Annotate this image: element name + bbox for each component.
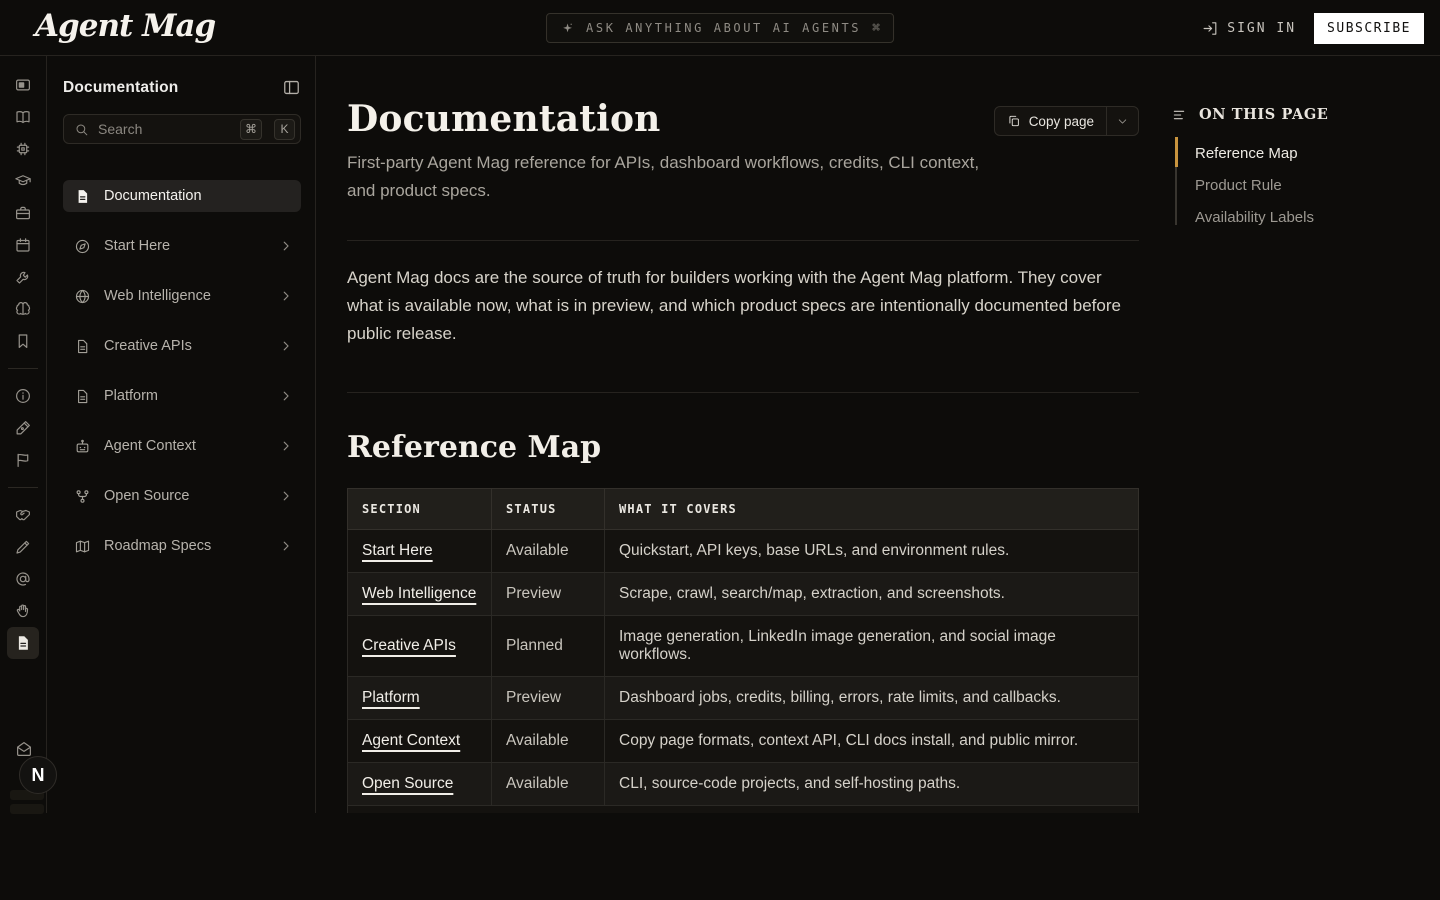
chevron-right-icon [279,289,293,303]
rail-button-wrench[interactable] [7,261,39,293]
ghost-panel [10,804,44,814]
chip-icon [14,140,32,158]
sidebar-item-web-intelligence[interactable] [63,280,301,312]
on-this-page-panel [1172,106,1422,233]
toc-active-indicator [1175,137,1178,167]
at-sign-icon [14,570,32,588]
copy-icon [1007,114,1021,128]
pen-nib-icon [14,419,32,437]
rail-button-info[interactable] [7,380,39,412]
rail-button-calendar[interactable] [7,229,39,261]
sidebar-item-label: Open Source [104,488,190,504]
rail-divider [8,487,38,488]
toc-item-availability-labels[interactable]: Availability Labels [1195,208,1314,226]
rail-button-bookmark[interactable] [7,325,39,357]
reference-map-table [347,488,1139,813]
table-column-header: STATUS [492,489,605,530]
rail-button-at-sign[interactable] [7,563,39,595]
cmd-shortcut-glyph: ⌘ [872,20,880,36]
compass-icon [74,238,91,255]
rail-button-briefcase[interactable] [7,197,39,229]
table-status: Available [492,720,605,763]
sidebar-item-label: Documentation [104,188,202,204]
window-card-icon [14,76,32,94]
divider [347,392,1139,393]
sidebar-item-label: Roadmap Specs [104,538,212,554]
table-row [348,720,1139,763]
table-status: Preview [492,677,605,720]
globe-icon [74,288,91,305]
table-status: Available [492,763,605,806]
page-title: Documentation [347,98,661,140]
rail-button-chip[interactable] [7,133,39,165]
top-header [0,0,1440,56]
chevron-right-icon [279,439,293,453]
kbd-cmd: ⌘ [240,119,262,140]
chevron-right-icon [279,539,293,553]
handshake-icon [14,506,32,524]
rail-button-book-open[interactable] [7,101,39,133]
sidebar-header [63,78,301,97]
map-icon [74,538,91,555]
table-row [348,573,1139,616]
sidebar-item-open-source[interactable] [63,480,301,512]
rail-button-pencil[interactable] [7,531,39,563]
robot-icon [74,438,91,455]
site-logo[interactable]: Agent Mag [35,8,216,44]
header-actions [1202,0,1424,56]
rail-button-pen-nib[interactable] [7,412,39,444]
table-column-header: SECTION [348,489,492,530]
table-covers: Copy page formats, context API, CLI docs install, and public mirror. [605,720,1139,763]
hand-wave-icon [14,602,32,620]
table-status: Preview [492,573,605,616]
chevron-down-icon [1116,115,1129,128]
table-status: Available [492,530,605,573]
copy-page-button[interactable] [994,106,1139,136]
panel-left-icon [282,78,301,97]
sidebar-item-agent-context[interactable] [63,430,301,462]
sidebar-item-label: Creative APIs [104,338,192,354]
file-text-filled-icon [74,188,91,205]
table-row [348,677,1139,720]
rail-button-brain[interactable] [7,293,39,325]
sidebar-item-roadmap-specs[interactable] [63,530,301,562]
toc-item-reference-map[interactable]: Reference Map [1195,144,1298,162]
rail-button-window-card[interactable] [7,69,39,101]
sidebar-collapse-button[interactable] [282,78,301,97]
table-link-start-here[interactable]: Start Here [362,542,433,559]
sidebar-item-start-here[interactable] [63,230,301,262]
page-subtitle: First-party Agent Mag reference for APIs, dashboard workflows, credits, CLI context, and product specs. [347,153,980,200]
table-link-creative-apis[interactable]: Creative APIs [362,637,456,654]
search-input[interactable] [63,114,301,144]
sidebar-item-label: Agent Context [104,438,196,454]
table-column-header: WHAT IT COVERS [605,489,1139,530]
sidebar-item-platform[interactable] [63,380,301,412]
icon-rail [0,56,47,813]
sidebar-item-label: Platform [104,388,158,404]
mail-icon [15,740,33,758]
table-link-web-intelligence[interactable]: Web Intelligence [362,585,477,602]
flag-icon [14,451,32,469]
bookmark-icon [14,332,32,350]
sidebar-item-label: Web Intelligence [104,288,211,304]
file-text-icon [74,388,91,405]
toc-list-icon [1172,107,1188,123]
ask-ai-search-bar[interactable] [546,13,894,43]
pencil-icon [14,538,32,556]
sidebar [47,56,316,813]
divider [347,240,1139,241]
sidebar-nav [63,180,301,562]
chevron-right-icon [279,489,293,503]
rail-button-hand-wave[interactable] [7,595,39,627]
subscribe-button[interactable]: SUBSCRIBE [1314,13,1424,44]
table-link-open-source[interactable]: Open Source [362,775,454,792]
rail-button-graduation-cap[interactable] [7,165,39,197]
table-covers: Dashboard jobs, credits, billing, errors, rate limits, and callbacks. [605,677,1139,720]
article [347,98,1139,813]
book-open-icon [14,108,32,126]
chevron-right-icon [279,239,293,253]
table-row-partial [348,806,1139,814]
sidebar-title: Documentation [63,78,179,96]
sidebar-item-creative-apis[interactable] [63,330,301,362]
sidebar-item-documentation[interactable] [63,180,301,212]
title-row [347,98,1139,140]
table-row [348,616,1139,677]
wrench-icon [14,268,32,286]
brain-icon [14,300,32,318]
briefcase-icon [14,204,32,222]
sidebar-item-label: Start Here [104,238,171,254]
table-covers: Image generation, LinkedIn image generation, and social image workflows. [605,616,1139,677]
rail-button-flag[interactable] [7,444,39,476]
sign-in-button[interactable] [1202,20,1296,37]
table-link-agent-context[interactable]: Agent Context [362,732,461,749]
table-covers: CLI, source-code projects, and self-hosting paths. [605,763,1139,806]
file-text-icon [14,634,32,652]
sparkle-icon [560,21,575,36]
table-covers: Scrape, crawl, search/map, extraction, and screenshots. [605,573,1139,616]
toc-list [1172,137,1422,233]
kbd-k: K [274,119,295,140]
table-covers: Quickstart, API keys, base URLs, and environment rules. [605,530,1139,573]
chevron-right-icon [279,339,293,353]
ask-ai-label: ASK ANYTHING ABOUT AI AGENTS [586,21,862,35]
git-fork-icon [74,488,91,505]
copy-page-label: Copy page [1028,113,1094,129]
dev-tools-badge[interactable]: N [19,756,57,794]
toc-item-product-rule[interactable]: Product Rule [1195,176,1282,194]
intro-paragraph: Agent Mag docs are the source of truth for builders working with the Agent Mag platform. They cover what is available now, what is in preview, and which product specs are intentionally documented before public release. [347,268,1121,343]
calendar-icon [14,236,32,254]
search-placeholder: Search [98,121,143,137]
rail-button-handshake[interactable] [7,499,39,531]
info-icon [14,387,32,405]
section-heading: Reference Map [347,430,602,465]
toc-title: ON THIS PAGE [1199,106,1329,123]
toc-header [1172,106,1422,123]
chevron-right-icon [279,389,293,403]
sign-in-label: SIGN IN [1227,20,1297,36]
graduation-cap-icon [14,172,32,190]
copy-page-dropdown[interactable] [1106,107,1138,135]
table-row [348,530,1139,573]
sign-in-icon [1202,20,1219,37]
search-icon [74,122,89,137]
table-row [348,763,1139,806]
rail-divider [8,368,38,369]
rail-button-file-text[interactable] [7,627,39,659]
table-link-platform[interactable]: Platform [362,689,420,706]
file-text-icon [74,338,91,355]
table-status: Planned [492,616,605,677]
